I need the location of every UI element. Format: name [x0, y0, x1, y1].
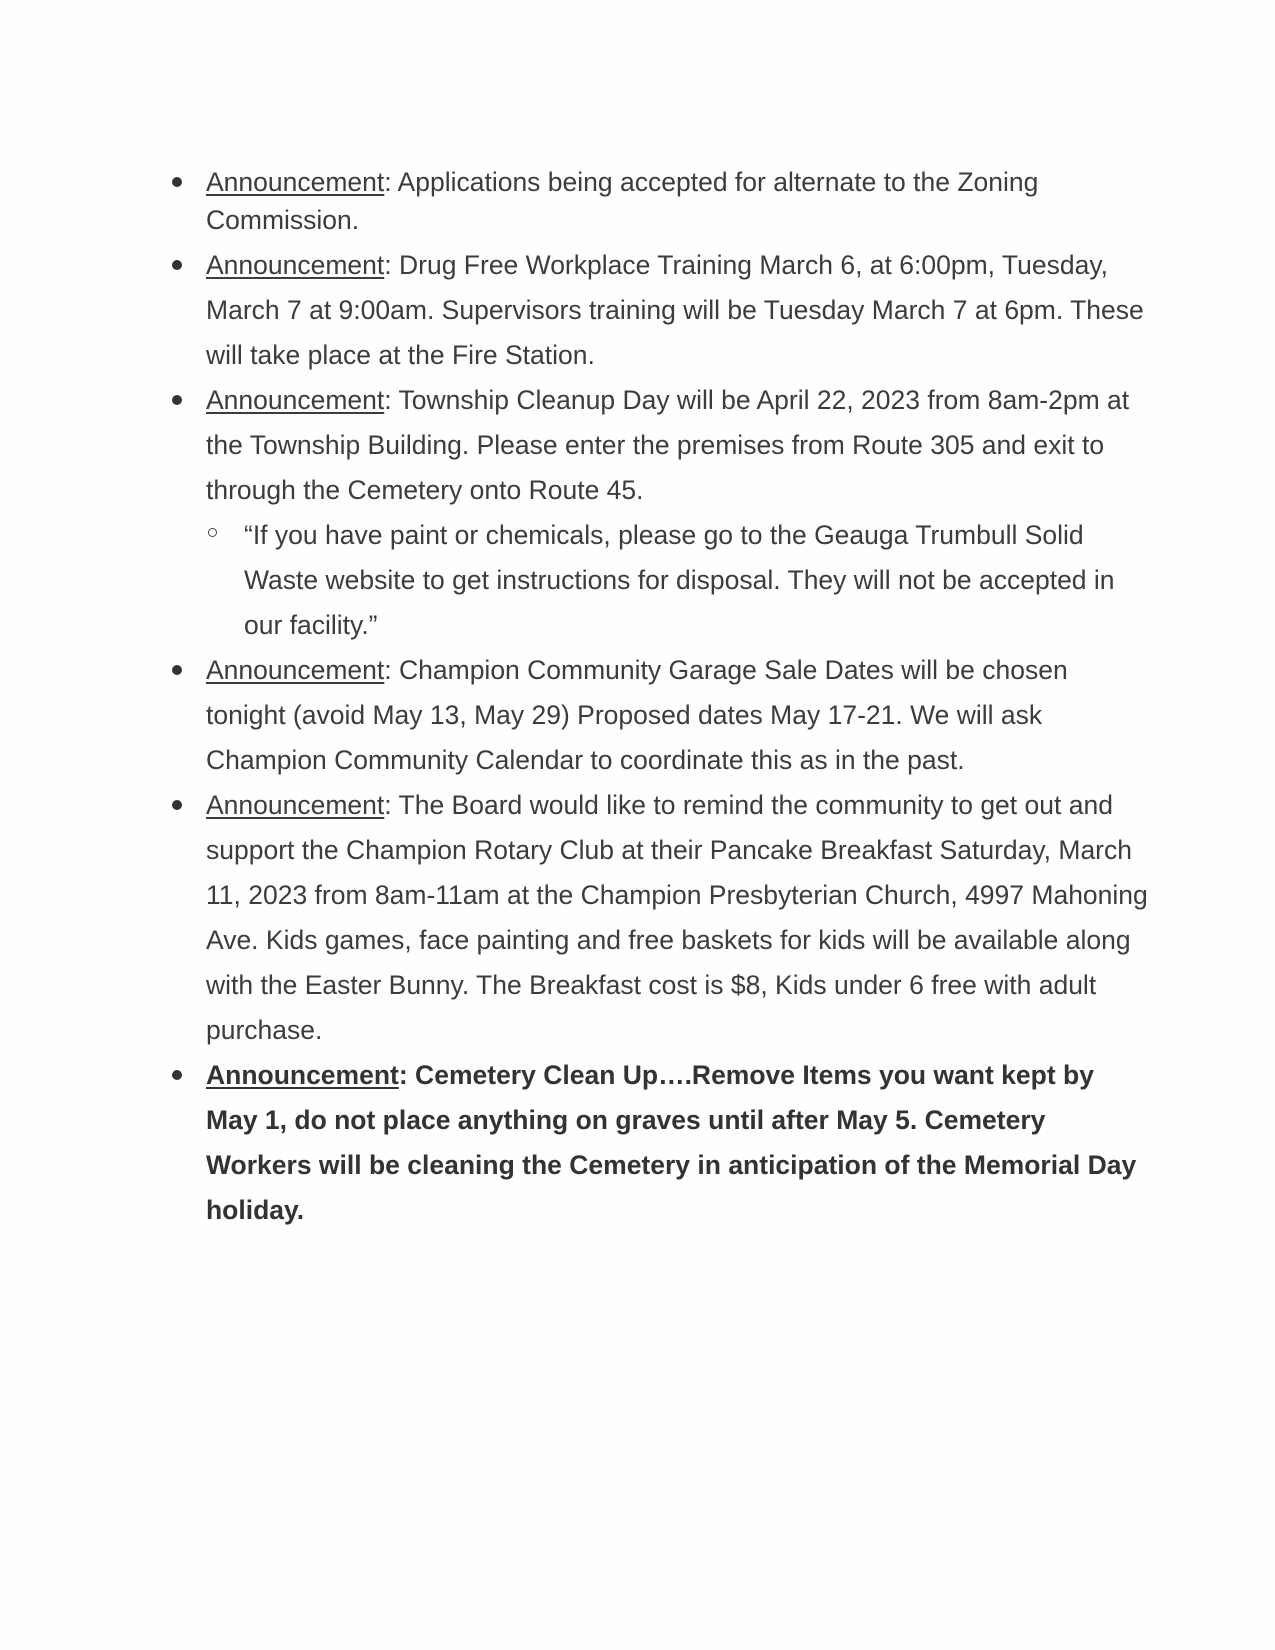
announcement-text: : Applications being accepted for alternate to the Zoning Commission. [206, 167, 1039, 235]
announcement-text: : Drug Free Workplace Training March 6, at 6:00pm, Tuesday, March 7 at 9:00am. Supervisors training will be Tuesday March 7 at 6pm. These will take place at the Fire Station. [206, 250, 1144, 370]
announcement-text: : Township Cleanup Day will be April 22, 2023 from 8am-2pm at the Township Building. Please enter the premises from Route 305 and exit to through the Cemetery onto Route 45. [206, 385, 1130, 505]
hollow-bullet-icon [208, 528, 217, 537]
announcement-text: : Champion Community Garage Sale Dates will be chosen tonight (avoid May 13, May 29) Proposed dates May 17-21. We will ask Champion Community Calendar to coordinate this as in the past. [206, 655, 1068, 775]
announcement-label: Announcement [206, 385, 385, 415]
announcement-text: : Cemetery Clean Up….Remove Items you want kept by May 1, do not place anything on graves until after May 5. Cemetery Workers will be cleaning the Cemetery in anticipation of the Memorial Day holiday. [206, 1060, 1137, 1225]
announcement-item-cleanup-day [168, 378, 1148, 648]
announcement-label: Announcement [206, 167, 385, 197]
announcement-item-drug-free-training [168, 243, 1148, 378]
bullet-dot-icon [172, 665, 182, 675]
announcement-list-container [168, 163, 1148, 1233]
announcement-list [168, 163, 1148, 1233]
bullet-dot-icon [172, 800, 182, 810]
announcement-sub-list [206, 513, 1148, 648]
announcement-label: Announcement [206, 250, 385, 280]
bullet-dot-icon [172, 395, 182, 405]
announcement-item-garage-sale [168, 648, 1148, 783]
bullet-dot-icon [172, 260, 182, 270]
announcement-sub-item-chemicals [168, 513, 1148, 648]
announcement-item-zoning [168, 163, 1148, 239]
announcement-label: Announcement [206, 655, 385, 685]
bullet-dot-icon [172, 177, 182, 187]
announcement-text: : The Board would like to remind the community to get out and support the Champion Rotary Club at their Pancake Breakfast Saturday, March 11, 2023 from 8am-11am at the Champion Presbyterian Church, 4997 Mahoning Ave. Kids games, face painting and free baskets for kids will be available along with the Easter Bunny. The Breakfast cost is $8, Kids under 6 free with adult purchase. [206, 790, 1148, 1045]
sub-item-text: “If you have paint or chemicals, please go to the Geauga Trumbull Solid Waste website to get instructions for disposal. They will not be accepted in our facility.” [244, 520, 1115, 640]
announcement-item-cemetery-cleanup [168, 1053, 1148, 1233]
announcement-label: Announcement [206, 790, 385, 820]
announcement-item-pancake-breakfast [168, 783, 1148, 1053]
bullet-dot-icon [172, 1070, 182, 1080]
announcement-label: Announcement [206, 1060, 399, 1090]
